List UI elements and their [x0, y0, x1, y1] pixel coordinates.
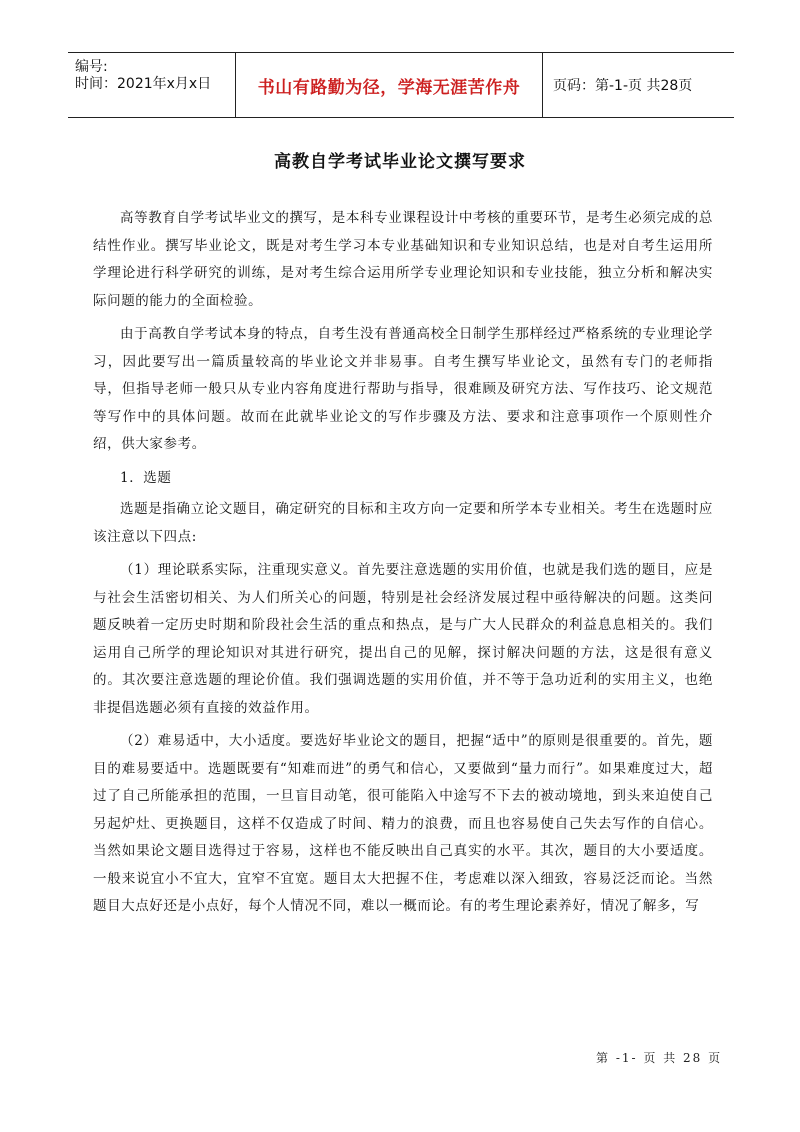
intro-paragraph: 由于高教自学考试本身的特点，自考生没有普通高校全日制学生那样经过严格系统的专业理论学习，因此要写出一篇质量较高的毕业论文并非易事。自考生撰写毕业论文，虽然有专门的老师指导，但指导老师一般只从专业内容角度进行帮助与指导，很难顾及研究方法、写作技巧、论文规范等写作中的具体问题。故而在此就毕业论文的写作步骤及方法、要求和注意事项作一个原则性介绍，供大家参考。: [93, 326, 713, 452]
number-label: 编号:: [75, 59, 108, 75]
section-paragraph: （1）理论联系实际，注重现实意义。首先要注意选题的实用价值，也就是我们选的题目，应是与社会生活密切相关、为人们所关心的问题，特别是社会经济发展过程中亟待解决的问题。这类问题反映着一定历史时期和阶段社会生活的重点和热点，是与广大人民群众的利益息息相关的。我们运用自己所学的理论知识对其进行研究，提出自己的见解，探讨解决问题的方法，这是很有意义的。其次要注意选题的理论价值。我们强调选题的实用价值，并不等于急功近利的实用主义，也绝非提倡选题必须有直接的效益作用。: [93, 562, 713, 716]
header-page-cell: [543, 53, 734, 117]
page-label: 页码：第-1-页 共28页: [553, 78, 693, 94]
section-paragraph: 选题是指确立论文题目，确定研究的目标和主攻方向一定要和所学本专业相关。考生在选题时应该注意以下四点:: [93, 501, 713, 545]
document-body: [93, 205, 713, 927]
motto-text: 书山有路勤为径，学海无涯苦作舟: [257, 77, 521, 98]
intro-paragraph: 高等教育自学考试毕业文的撰写，是本科专业课程设计中考核的重要环节，是考生必须完成的总结性作业。撰写毕业论文，既是对考生学习本专业基础知识和专业知识总结，也是对自考生运用所学理论进行科学研究的训练，是对考生综合运用所学专业理论知识和专业技能，独立分析和解决实际问题的能力的全面检验。: [93, 210, 713, 309]
page-header: [68, 52, 734, 118]
time-label: 时间：2021年x月x日: [75, 76, 212, 92]
document-title: 高教自学考试毕业论文撰写要求: [274, 152, 526, 172]
header-motto-cell: [236, 53, 543, 117]
page-footer: 第 -1- 页 共 28 页: [596, 1051, 723, 1065]
header-meta-cell: [68, 53, 236, 117]
section-heading: 1．选题: [120, 469, 172, 486]
section-paragraph: （2）难易适中，大小适度。要选好毕业论文的题目，把握“适中”的原则是很重要的。首先，题目的难易要适中。选题既要有“知难而进”的勇气和信心，又要做到“量力而行”。如果难度过大，超过了自己所能承担的范围，一旦盲目动笔，很可能陷入中途写不下去的被动境地，到头来迫使自己另起炉灶、更换题目，这样不仅造成了时间、精力的浪费，而且也容易使自己失去写作的自信心。当然如果论文题目选得过于容易，这样也不能反映出自己真实的水平。其次，题目的大小要适度。一般来说宜小不宜大，宜窄不宜宽。题目太大把握不住，考虑难以深入细致，容易泛泛而论。当然题目大点好还是小点好，每个人情况不同，难以一概而论。有的考生理论素养好，情况了解多，写: [93, 733, 713, 914]
